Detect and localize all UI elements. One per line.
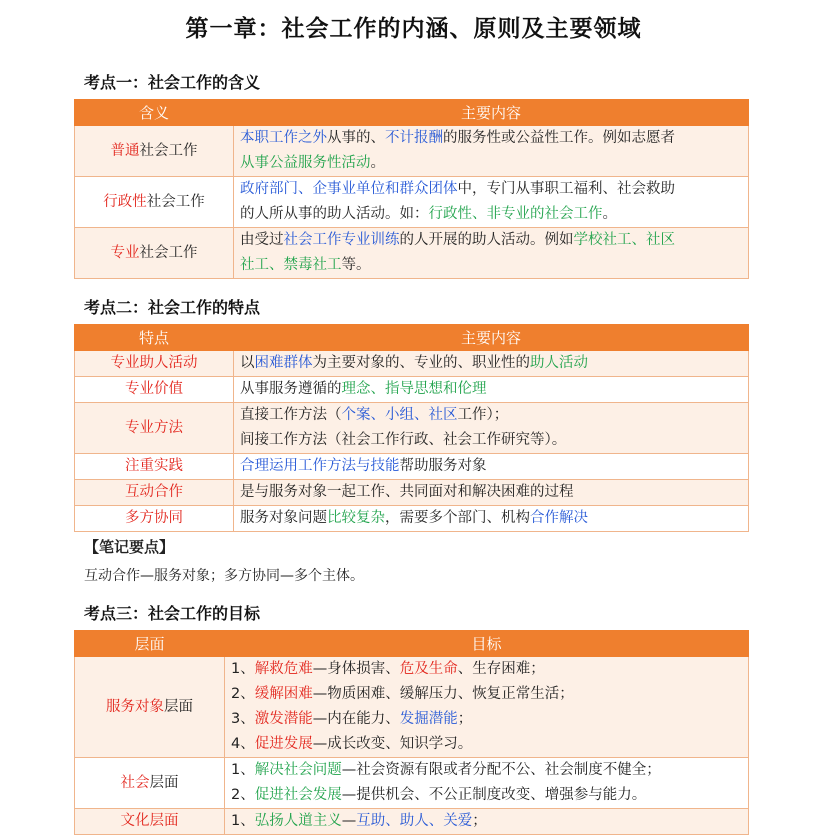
row-content: 1、解救危难—身体损害、危及生命、生存困难； 2、缓解困难—物质困难、缓解压力、恢复正常生活； 3、激发潜能—内在能力、发掘潜能； 4、促进发展—成长改变、知识学习。	[225, 657, 749, 758]
row-content: 由受过社会工作专业训练的人开展的助人活动。例如学校社工、社区 社工、禁毒社工等。	[234, 228, 749, 279]
row-content: 1、弘扬人道主义—互助、助人、关爱；	[225, 809, 749, 835]
row-content: 从事服务遵循的理念、指导思想和伦理	[234, 377, 749, 403]
meaning-table	[74, 99, 749, 279]
row-key: 专业社会工作	[75, 228, 234, 279]
meaning-col-header: 含义	[75, 100, 234, 126]
row-key: 多方协同	[75, 506, 234, 532]
section-1-heading: 考点一：社会工作的含义	[84, 73, 261, 92]
row-content: 直接工作方法（个案、小组、社区工作）； 间接工作方法（社会工作行政、社会工作研究等）。	[234, 403, 749, 454]
note-text: 互动合作—服务对象；多方协同—多个主体。	[84, 568, 364, 584]
table-row	[75, 506, 749, 532]
row-key: 普通社会工作	[75, 126, 234, 177]
row-content: 合理运用工作方法与技能帮助服务对象	[234, 454, 749, 480]
feature-col-header: 特点	[75, 325, 234, 351]
row-key: 社会层面	[75, 758, 225, 809]
section-2-heading: 考点二：社会工作的特点	[84, 298, 261, 317]
row-key: 互动合作	[75, 480, 234, 506]
table-row	[75, 809, 749, 835]
row-key: 文化层面	[75, 809, 225, 835]
goal-col-header: 目标	[225, 631, 749, 657]
level-col-header: 层面	[75, 631, 225, 657]
row-content: 政府部门、企事业单位和群众团体中，专门从事职工福利、社会救助 的人所从事的助人活动。如：行政性、非专业的社会工作。	[234, 177, 749, 228]
row-key: 注重实践	[75, 454, 234, 480]
row-key: 服务对象层面	[75, 657, 225, 758]
table-row	[75, 126, 749, 177]
table-row	[75, 377, 749, 403]
row-content: 1、解决社会问题—社会资源有限或者分配不公、社会制度不健全； 2、促进社会发展—提供机会、不公正制度改变、增强参与能力。	[225, 758, 749, 809]
row-content: 以困难群体为主要对象的、专业的、职业性的助人活动	[234, 351, 749, 377]
table-row	[75, 454, 749, 480]
features-table	[74, 324, 749, 532]
table-row	[75, 758, 749, 809]
content-col-header: 主要内容	[234, 100, 749, 126]
table-row	[75, 480, 749, 506]
table-row	[75, 228, 749, 279]
table-row	[75, 403, 749, 454]
goals-table	[74, 630, 749, 835]
row-content: 本职工作之外从事的、不计报酬的服务性或公益性工作。例如志愿者 从事公益服务性活动。	[234, 126, 749, 177]
row-key: 行政性社会工作	[75, 177, 234, 228]
row-key: 专业助人活动	[75, 351, 234, 377]
row-key: 专业方法	[75, 403, 234, 454]
table-row	[75, 657, 749, 758]
page-title: 第一章：社会工作的内涵、原则及主要领域	[185, 16, 642, 42]
table-row	[75, 177, 749, 228]
content-col-header: 主要内容	[234, 325, 749, 351]
row-content: 是与服务对象一起工作、共同面对和解决困难的过程	[234, 480, 749, 506]
section-3-heading: 考点三：社会工作的目标	[84, 604, 261, 623]
table-row	[75, 351, 749, 377]
row-content: 服务对象问题比较复杂，需要多个部门、机构合作解决	[234, 506, 749, 532]
row-key: 专业价值	[75, 377, 234, 403]
note-heading: 【笔记要点】	[84, 538, 175, 556]
